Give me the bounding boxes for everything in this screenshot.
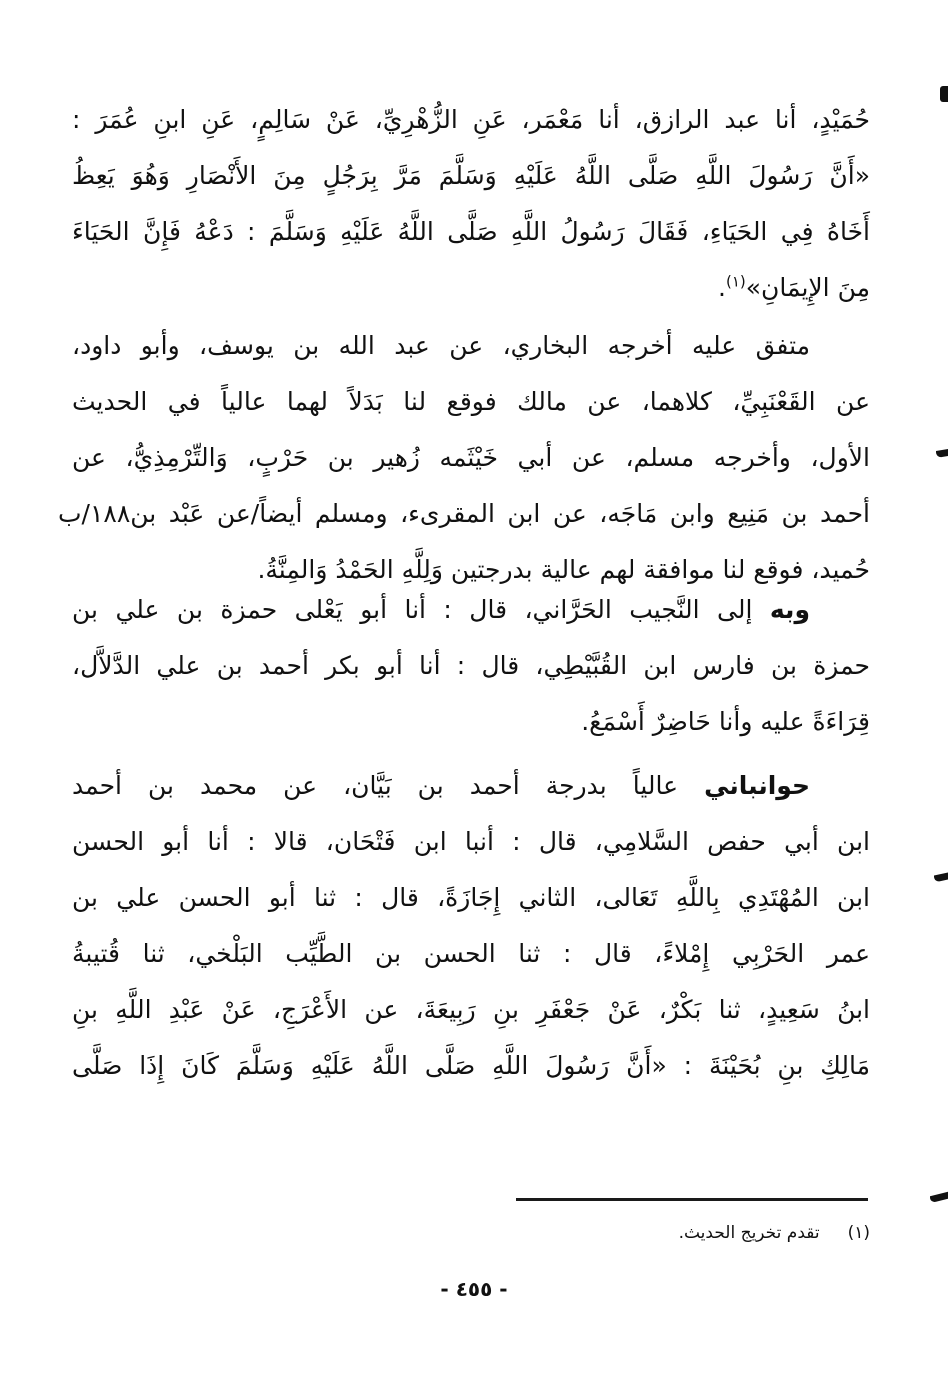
text-line: حمزة بن فارس ابن القُبَّيْطِي، قال : أنا أبو بكر أحمد بن علي الدَّلاَّل، (72, 651, 870, 680)
text-line: أَخَاهُ فِي الحَيَاءِ، فَقَالَ رَسُولُ اللَّهِ صَلَّى اللَّهُ عَلَيْهِ وَسَلَّمَ : دَعْهُ فَإِنَّ الحَيَاءَ (72, 217, 870, 246)
text-line: أحمد بن مَنِيع وابن مَاجَه، عن ابن المقرىء، ومسلم أيضاً/عن عَبْد بن١٨٨/ب (58, 499, 870, 528)
text-line (72, 582, 810, 638)
text-line (72, 758, 810, 814)
margin-mark (934, 873, 948, 883)
paragraph-lead-word: حوانباني (704, 771, 810, 800)
paragraph-lead-word: وبه (769, 595, 810, 624)
margin-mark (936, 449, 948, 458)
text-line: مَالِكِ بنِ بُحَيْنَةَ : «أَنَّ رَسُولَ اللَّهِ صَلَّى اللَّهُ عَلَيْهِ وَسَلَّمَ كَانَ إِذَا صَلَّى (72, 1051, 870, 1080)
sentence-end-mark: . (718, 273, 726, 302)
text-line: ابنُ سَعِيدٍ، ثنا بَكْرٌ، عَنْ جَعْفَرِ بنِ رَبِيعَةَ، عن الأَعْرَجِ، عَنْ عَبْدِ اللَّهِ بنِ (72, 995, 870, 1024)
text-line: عمر الحَرْبِي إِمْلاءً، قال : ثنا الحسن بن الطَّيِّب البَلْخي، ثنا قُتيبةُ (72, 939, 870, 968)
footnote-reference[interactable]: (١) (725, 272, 746, 291)
footnote-text: تقدم تخريج الحديث. (678, 1223, 820, 1243)
text-line: الأول، وأخرجه مسلم، عن أبي خَيْثَمه زُهير بن حَرْبٍ، وَالتِّرْمِذِيُّ، عن (72, 443, 870, 472)
text-line: ابن أبي حفص السَّلامِي، قال : أنبا ابن فَتْحَان، قالا : أنا أبو الحسن (72, 827, 870, 856)
paragraph-isnad-1 (72, 582, 870, 750)
footnote (679, 1218, 870, 1248)
text-line-content: عالياً بدرجة أحمد بن بَيَّان، عن محمد بن أحمد (72, 771, 679, 800)
text-line: «أَنَّ رَسُولَ اللَّهِ صَلَّى اللَّهُ عَلَيْهِ وَسَلَّمَ مَرَّ بِرَجُلٍ مِنَ الأَنْصَارِ وَهُوَ يَعِظُ (72, 161, 870, 190)
text-line-content: إلى النَّجيب الحَرَّاني، قال : أنا أبو يَعْلى حمزة بن علي بن (72, 595, 753, 624)
paragraph-takhrij (58, 318, 870, 598)
footnote-separator (516, 1198, 868, 1201)
text-line: متفق عليه أخرجه البخاري، عن عبد الله بن يوسف، وأبو داود، (72, 331, 810, 360)
margin-mark (930, 1192, 948, 1203)
margin-mark (940, 86, 948, 102)
text-line: عن القَعْنَبِيِّ، كلاهما، عن مالك فوقع لنا بَدَلاً لهما عالياً في الحديث (72, 387, 870, 416)
text-line: حُمَيْدٍ، أنا عبد الرازق، أنا مَعْمَر، عَنِ الزُّهْرِيِّ، عَنْ سَالِمٍ، عَنِ ابنِ عُمَرَ : (72, 105, 870, 134)
paragraph-isnad-2 (72, 758, 870, 1094)
page-number: - ٤٥٥ - (440, 1277, 508, 1301)
text-line-content: مِنَ الإِيمَانِ» (745, 273, 870, 302)
text-line: قِرَاءَةً عليه وأنا حَاضِرٌ أَسْمَعُ. (581, 707, 870, 736)
paragraph-hadith-text (72, 92, 870, 316)
text-line (72, 260, 870, 316)
footnote-number: (١) (847, 1223, 870, 1243)
text-line: ابن المُهْتَدِي بِاللَّهِ تَعَالى، الثاني إِجَازَةً، قال : ثنا أبو الحسن علي بن (72, 883, 870, 912)
text-line: حُميد، فوقع لنا موافقة لهم عالية بدرجتين وَلِلَّهِ الحَمْدُ وَالمِنَّةُ. (257, 555, 870, 584)
